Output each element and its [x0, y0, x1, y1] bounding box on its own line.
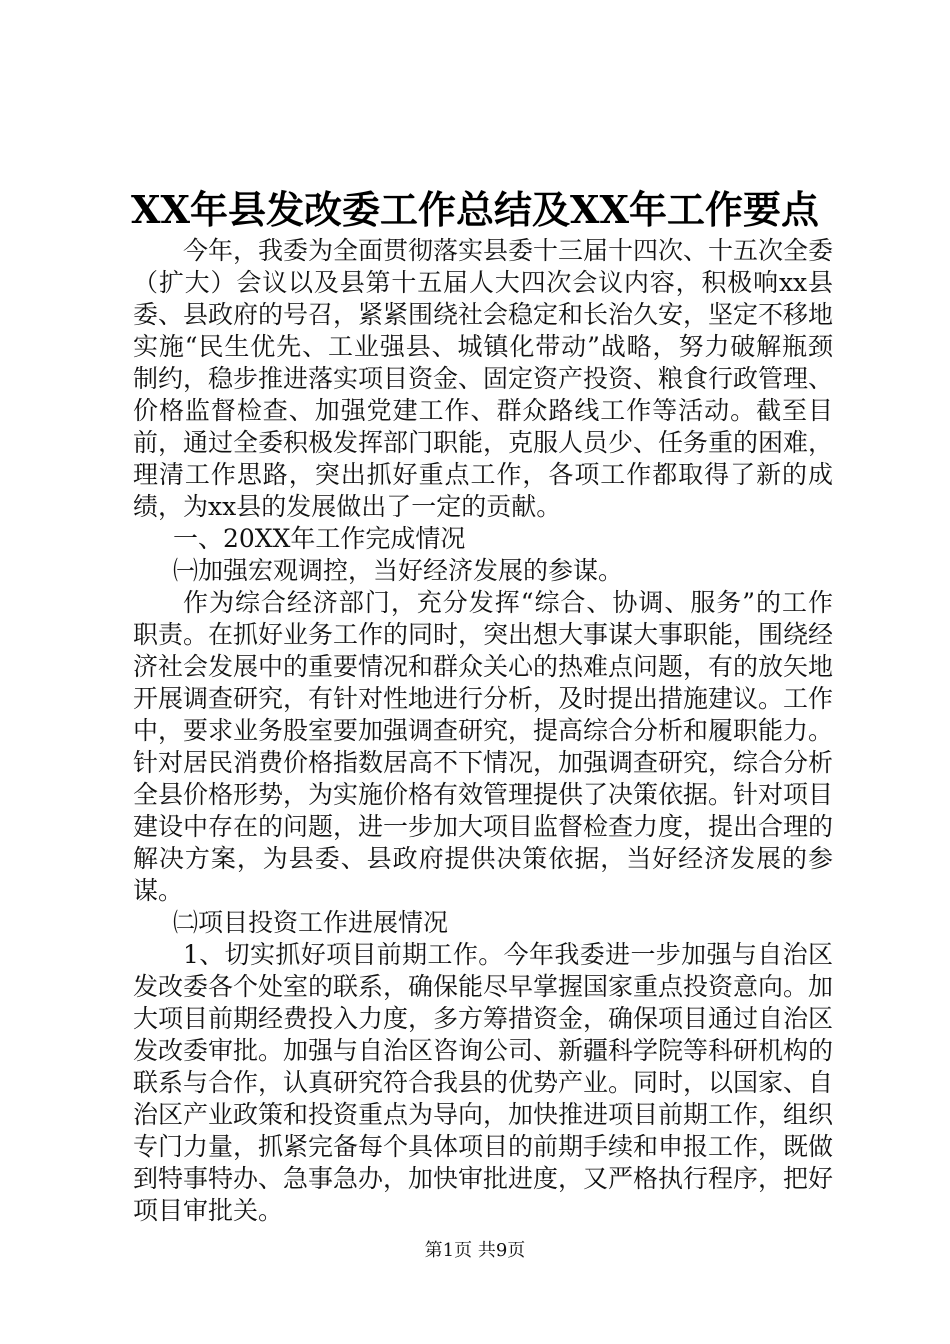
paragraph-intro: 今年，我委为全面贯彻落实县委十三届十四次、十五次全委（扩大）会议以及县第十五届人大四次会议内容，积极响xx县委、县政府的号召，紧紧围绕社会稳定和长治久安，坚定不移地实施“民生优先、工业强县、城镇化带动”战略，努力破解瓶颈制约，稳步推进落实项目资金、固定资产投资、粮食行政管理、价格监督检查、加强党建工作、群众路线工作等活动。截至目前，通过全委积极发挥部门职能，克服人员少、任务重的困难，理清工作思路，突出抓好重点工作，各项工作都取得了新的成绩，为xx县的发展做出了一定的贡献。 [133, 236, 834, 521]
document-body [133, 235, 833, 1227]
page-number-footer: 第1页 共9页 [424, 1240, 526, 1261]
subsection-heading-1: ㈠加强宏观调控，当好经济发展的参谋。 [173, 556, 624, 585]
subsection-heading-2: ㈡项目投资工作进展情况 [173, 908, 449, 937]
paragraph-project-preparation: 1、切实抓好项目前期工作。今年我委进一步加强与自治区发改委各个处室的联系，确保能尽早掌握国家重点投资意向。加大项目前期经费投入力度，多方筹措资金，确保项目通过自治区发改委审批。加强与自治区咨询公司、新疆科学院等科研机构的联系与合作，认真研究符合我县的优势产业。同时，以国家、自治区产业政策和投资重点为导向，加快推进项目前期工作，组织专门力量，抓紧完备每个具体项目的前期手续和申报工作，既做到特事特办、急事急办，加快审批进度，又严格执行程序，把好项目审批关。 [133, 940, 834, 1225]
paragraph-macro-control: 作为综合经济部门，充分发挥“综合、协调、服务”的工作职责。在抓好业务工作的同时，突出想大事谋大事职能，围绕经济社会发展中的重要情况和群众关心的热难点问题，有的放矢地开展调查研究，有针对性地进行分析，及时提出措施建议。工作中，要求业务股室要加强调查研究，提高综合分析和履职能力。针对居民消费价格指数居高不下情况，加强调查研究，综合分析全县价格形势，为实施价格有效管理提供了决策依据。针对项目建设中存在的问题，进一步加大项目监督检查力度，提出合理的解决方案，为县委、县政府提供决策依据，当好经济发展的参谋。 [133, 588, 834, 905]
section-heading-1: 一、20XX年工作完成情况 [173, 524, 466, 553]
document-title: XX年县发改委工作总结及XX年工作要点 [131, 187, 819, 232]
